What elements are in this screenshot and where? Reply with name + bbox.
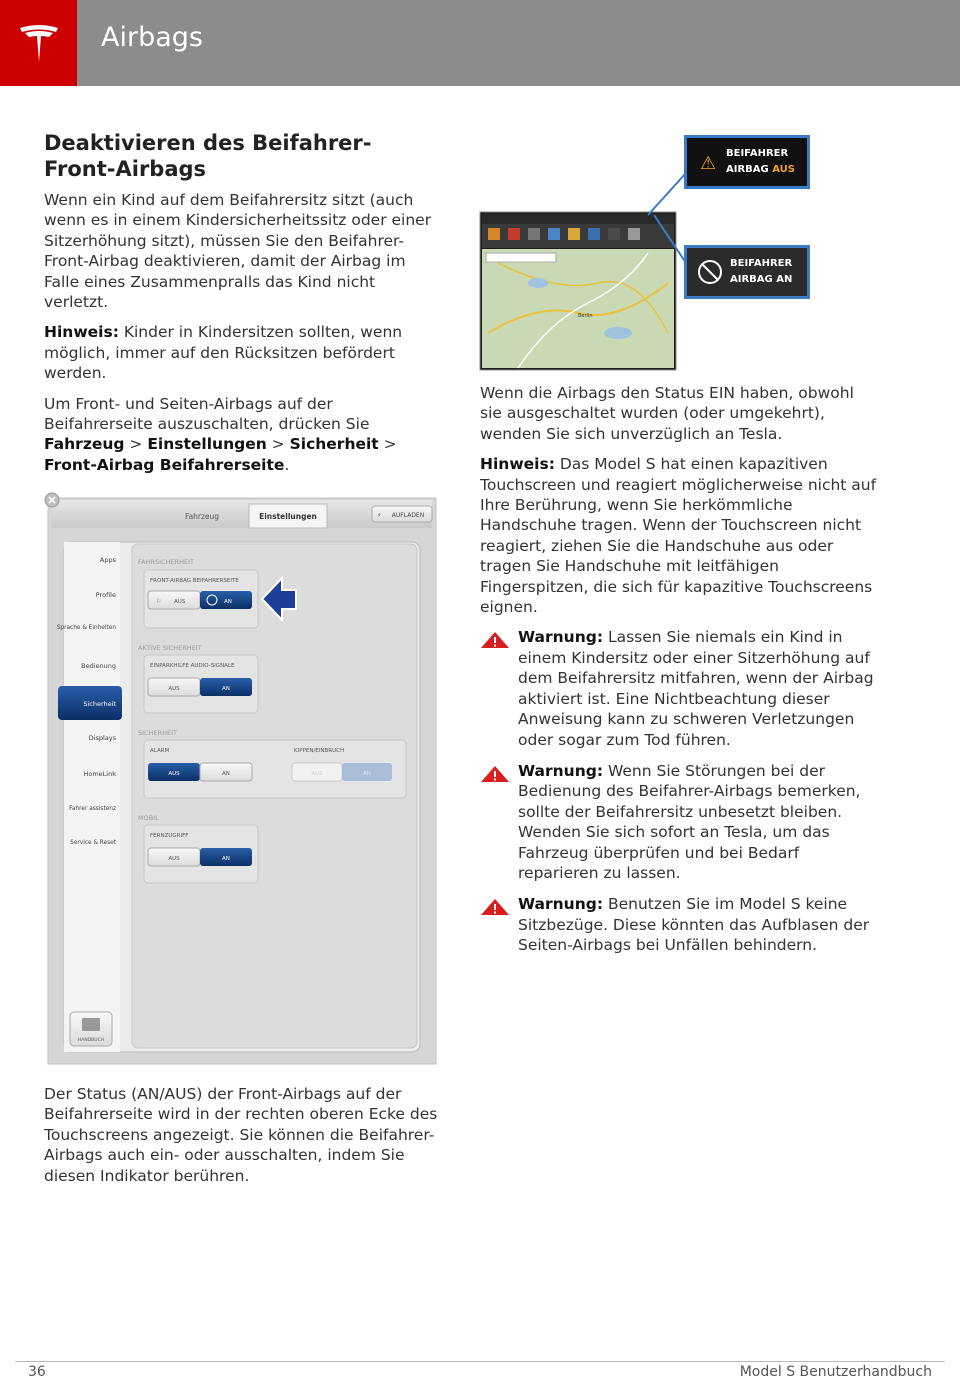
airbag-toggle-group [144,570,258,628]
path-fahrzeug: Fahrzeug [44,435,125,454]
tab-fahrzeug[interactable] [185,512,219,521]
tilt-off-label: AUS [311,771,323,777]
section-mobil: MOBIL [138,814,159,822]
tab-fahrzeug-label: Fahrzeug [184,512,220,521]
path-front-airbag: Front-Airbag Beifahrerseite [44,455,285,474]
menu-fahrer-assistenz[interactable]: Fahrer assistenz [69,806,116,812]
airbag-on-indicator[interactable] [684,245,810,299]
indicator-top-status: AUS [772,164,795,175]
page-title: Airbags [101,22,203,53]
footer-title: Model S Benutzerhandbuch [739,1364,932,1380]
airbag-off-indicator[interactable] [684,135,810,189]
indicator-bottom-line1: BEIFAHRER [730,258,793,269]
web-icon[interactable] [568,228,580,240]
remote-access-group [144,825,258,883]
section-heading: Deaktivieren des Beifahrer-Front-Airbags [44,131,372,181]
camera-icon[interactable] [588,228,600,240]
status-paragraph: Der Status (AN/AUS) der Front-Airbags auf der Beifahrerseite wird in der rechten oberen Ecke des Touchscreens angezeigt. Sie können die Beifahrer-Airbags auch ein- oder ausschalten, indem Sie diesen Indikator berühren. [44,1085,438,1185]
menu-homelink[interactable]: HomeLink [83,770,116,778]
security-group [144,740,406,798]
right-note-text: Das Model S hat einen kapazitiven Touchscreen und reagiert möglicherweise nicht auf Ihre Berührung, wenn Sie herkömmliche Handschuhe tragen. Wenn der Touchscreen nicht reagiert, ziehen Sie die Handschuhe aus oder tragen Sie Handschuhe mit leitfähigen Fingerspitzen, die sich für kapazitive Touchscreens eignen. [480,455,877,617]
group-label-alarm: ALARM [150,748,170,754]
warning-3-text [518,894,880,955]
page-number: 36 [28,1364,46,1380]
book-icon [82,1018,100,1031]
path-sicherheit: Sicherheit [289,435,379,454]
warning-3-label: Warnung: [518,895,604,914]
manual-button-label: HANDBUCH [77,1038,105,1043]
warning-triangle-icon [480,631,510,649]
section-fahrsicherheit: FAHRSICHERHEIT [138,558,194,566]
note-text: Kinder in Kindersitzen sollten, wenn möglich, immer auf den Rücksitzen befördert werden. [44,323,403,383]
right-status-paragraph: Wenn die Airbags den Status EIN haben, obwohl sie ausgeschaltet wurden (oder umgekehrt), wenden Sie sich unverzüglich an Tesla. [480,384,854,443]
close-icon[interactable] [45,493,59,507]
indicator-bottom-airbag: AIRBAG [730,274,777,285]
media-icon[interactable] [488,228,500,240]
instruction-paragraph [44,394,439,476]
path-end: . [284,455,290,474]
map-city-label: Berlin [578,313,593,319]
group-label-airbag: FRONT-AIRBAG BEIFAHRERSEITE [150,578,239,584]
settings-screenshot [44,492,438,1067]
path-separator: > [124,435,148,454]
energy-icon[interactable] [548,228,560,240]
warning-1 [480,627,880,749]
tesla-t-icon [16,20,62,66]
phone-icon[interactable] [608,228,620,240]
alarm-on-label: AN [222,771,230,777]
airbag-off-label: AUS [174,599,186,605]
left-column [44,130,439,485]
warning-2-body: Wenn Sie Störungen bei der Bedienung des Beifahrer-Airbags bemerken, sollte der Beifahrersitz unbesetzt bleiben. Wenden Sie sich sofort an Tesla, um das Fahrzeug überprüfen und bei Bedarf reparieren zu lassen. [518,761,861,882]
warning-1-label: Warnung: [518,628,604,647]
nav-icon[interactable] [508,228,520,240]
warning-1-body: Lassen Sie niemals ein Kind in einem Kindersitz oder einer Sitzerhöhung auf dem Beifahrersitz mitfahren, wenn der Airbag aktiviert ist. Eine Nichtbeachtung dieser Anweisung kann zu schweren Verletzungen oder sogar zum Tod führen. [518,628,874,749]
group-label-remote: FERNZUGRIFF [150,833,189,839]
right-note-paragraph [480,454,880,617]
tab-einstellungen[interactable] [249,504,327,528]
intro-paragraph: Wenn ein Kind auf dem Beifahrersitz sitzt (auch wenn es in einem Kindersicherheitssitz oder einer Sitzerhöhung sitzt), müssen Sie den Beifahrer-Front-Airbag deaktivieren, damit der Airbag im Falle eines Zusammenpralls das Kind nicht verletzt. [44,191,432,312]
path-separator: > [378,435,397,454]
menu-displays[interactable]: Displays [88,734,116,742]
warning-3 [480,894,880,955]
remote-off-label: AUS [168,856,180,862]
tab-einstellungen-label: Einstellungen [259,512,317,521]
remote-on-label: AN [222,856,230,862]
page-header [0,0,960,86]
map-search-input[interactable] [486,253,556,262]
warning-2 [480,761,880,883]
charge-button-label: AUFLADEN [391,512,425,519]
warning-2-text [518,761,880,883]
manual-button[interactable] [70,1012,112,1046]
airbag-on-label: AN [224,599,232,605]
instruction-text: Um Front- und Seiten-Airbags auf der Beifahrerseite auszuschalten, drücken Sie [44,394,370,434]
right-column [480,383,880,967]
menu-sprache[interactable]: Sprache & Einheiten [56,625,116,631]
child-seat-off-icon: ⚠ [700,153,717,174]
child-seat-icon: ⚐ [156,598,162,605]
indicator-top-airbag: AIRBAG [726,164,773,175]
menu-profile[interactable]: Profile [95,591,116,599]
warning-triangle-icon [480,765,510,783]
right-note-label: Hinweis: [480,455,555,474]
note-label: Hinweis: [44,323,119,342]
warning-3-body: Benutzen Sie im Model S keine Sitzbezüge. Diese könnten das Aufblasen der Seiten-Airbags bei Unfällen behindern. [518,895,870,955]
controls-icon[interactable] [628,228,640,240]
indicator-bottom-line2 [730,274,792,285]
tilt-on-label: AN [363,771,371,777]
group-label-tilt: KIPPEN/EINBRUCH [294,748,345,754]
parking-off-label: AUS [168,686,180,692]
warning-triangle-icon [480,898,510,916]
section-sicherheit: SICHERHEIT [138,729,177,737]
parking-on-label: AN [222,686,230,692]
path-separator: > [266,435,290,454]
menu-bedienung[interactable]: Bedienung [81,662,116,670]
group-label-parking: EINPARKHILFE AUDIO-SIGNALE [150,663,235,669]
menu-apps[interactable]: Apps [99,556,116,564]
indicator-top-line1: BEIFAHRER [726,148,789,159]
indicator-bottom-status: AN [776,274,793,285]
warning-2-label: Warnung: [518,761,604,780]
menu-sicherheit-label: Sicherheit [83,700,116,708]
indicator-top-line2 [726,164,795,175]
path-einstellungen: Einstellungen [147,435,267,454]
section-aktive-sicherheit: AKTIVE SICHERHEIT [138,644,202,652]
menu-sicherheit-active[interactable] [58,686,122,720]
alarm-off-label: AUS [168,771,180,777]
touchscreen-screenshot [478,133,818,373]
warning-1-text [518,627,880,749]
tesla-logo [0,0,77,86]
footer-divider [15,1361,945,1362]
charge-button[interactable] [372,506,432,522]
parking-audio-group [144,655,258,713]
calendar-icon[interactable] [528,228,540,240]
note-paragraph [44,322,439,383]
bolt-icon: ⚡ [377,512,382,519]
menu-service-reset[interactable]: Service & Reset [70,840,116,846]
